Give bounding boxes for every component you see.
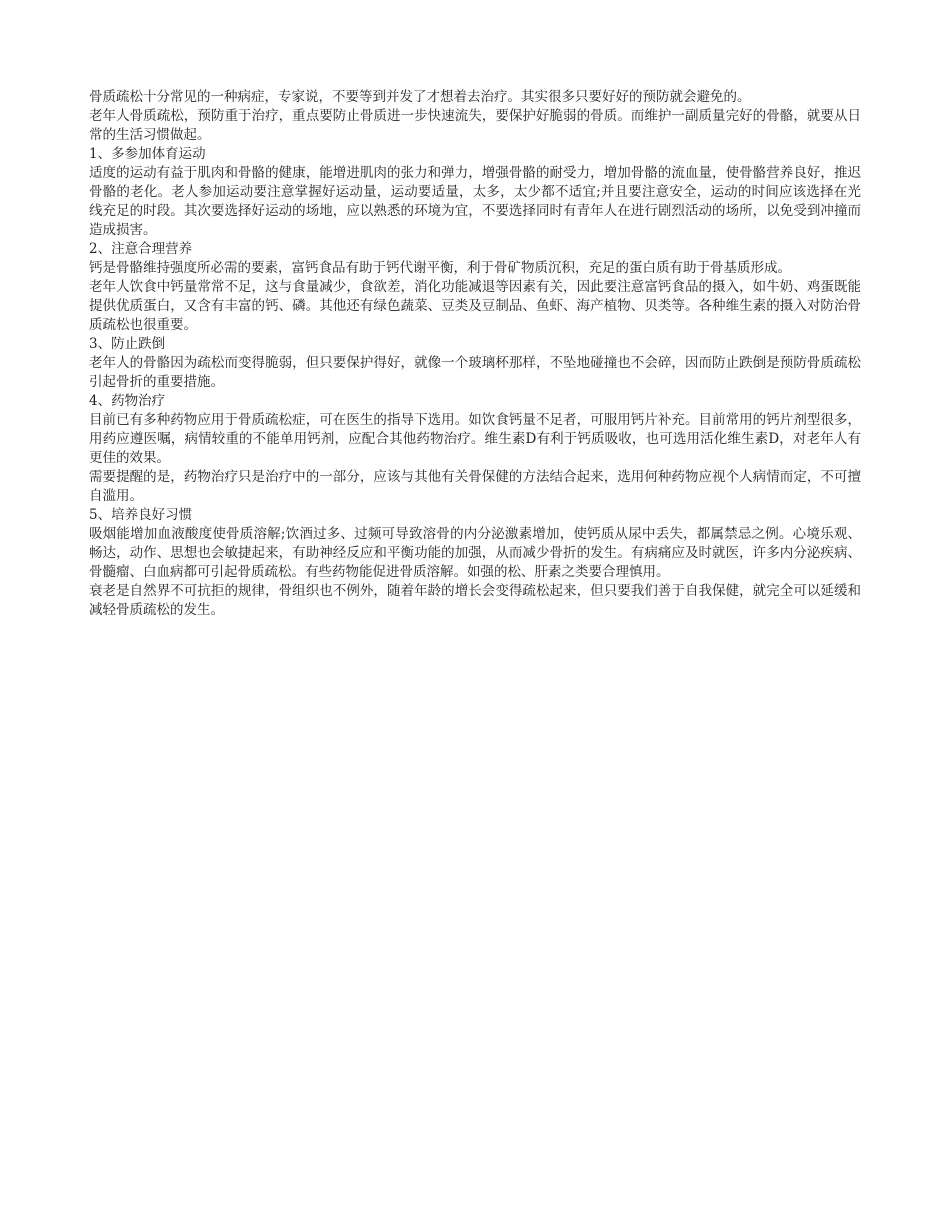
intro-paragraph: 老年人骨质疏松，预防重于治疗，重点要防止骨质进一步快速流失，要保护好脆弱的骨质。而维护一副质量完好的骨骼，就要从日常的生活习惯做起。 (89, 108, 861, 143)
article-body (89, 88, 861, 620)
body-paragraph: 钙是骨骼维持强度所必需的要素，富钙食品有助于钙代谢平衡，利于骨矿物质沉积，充足的蛋白质有助于骨基质形成。 (89, 260, 791, 276)
section-heading-habits: 5、培养良好习惯 (89, 507, 193, 523)
section-heading-medication: 4、药物治疗 (89, 393, 166, 409)
body-paragraph: 吸烟能增加血液酸度使骨质溶解;饮酒过多、过频可导致溶骨的内分泌激素增加，使钙质从尿中丢失，都属禁忌之例。心境乐观、畅达，动作、思想也会敏捷起来，有助神经反应和平衡功能的加强，从而减少骨折的发生。有病痛应及时就医，许多内分泌疾病、骨髓瘤、白血病都可引起骨质疏松。有些药物能促进骨质溶解。如强的松、肝素之类要合理慎用。 (89, 526, 861, 580)
section-heading-exercise: 1、多参加体育运动 (89, 146, 206, 162)
section-heading-nutrition: 2、注意合理营养 (89, 241, 193, 257)
closing-paragraph: 衰老是自然界不可抗拒的规律，骨组织也不例外，随着年龄的增长会变得疏松起来，但只要我们善于自我保健，就完全可以延缓和减轻骨质疏松的发生。 (89, 583, 861, 618)
body-paragraph: 适度的运动有益于肌肉和骨骼的健康，能增进肌肉的张力和弹力，增强骨骼的耐受力，增加骨骼的流血量，使骨骼营养良好，推迟骨骼的老化。老人参加运动要注意掌握好运动量，运动要适量，太多，太少都不适宜;并且要注意安全，运动的时间应该选择在光线充足的时段。其次要选择好运动的场地，应以熟悉的环境为宜，不要选择同时有青年人在进行剧烈活动的场所，以免受到冲撞而造成损害。 (89, 165, 861, 238)
body-paragraph: 需要提醒的是，药物治疗只是治疗中的一部分，应该与其他有关骨保健的方法结合起来，选用何种药物应视个人病情而定，不可擅自滥用。 (89, 469, 861, 504)
body-paragraph: 目前已有多种药物应用于骨质疏松症，可在医生的指导下选用。如饮食钙量不足者，可服用钙片补充。目前常用的钙片剂型很多，用药应遵医嘱，病情较重的不能单用钙剂，应配合其他药物治疗。维生素D有利于钙质吸收，也可选用活化维生素D，对老年人有更佳的效果。 (89, 412, 861, 466)
body-paragraph: 老年人饮食中钙量常常不足，这与食量减少，食欲差，消化功能减退等因素有关，因此要注意富钙食品的摄入，如牛奶、鸡蛋既能提供优质蛋白，又含有丰富的钙、磷。其他还有绿色蔬菜、豆类及豆制品、鱼虾、海产植物、贝类等。各种维生素的摄入对防治骨质疏松也很重要。 (89, 279, 861, 333)
intro-paragraph: 骨质疏松十分常见的一种病症，专家说，不要等到并发了才想着去治疗。其实很多只要好好的预防就会避免的。 (89, 89, 751, 105)
body-paragraph: 老年人的骨骼因为疏松而变得脆弱，但只要保护得好，就像一个玻璃杯那样，不坠地碰撞也不会碎，因而防止跌倒是预防骨质疏松引起骨折的重要措施。 (89, 355, 861, 390)
section-heading-fall-prevention: 3、防止跌倒 (89, 336, 166, 352)
